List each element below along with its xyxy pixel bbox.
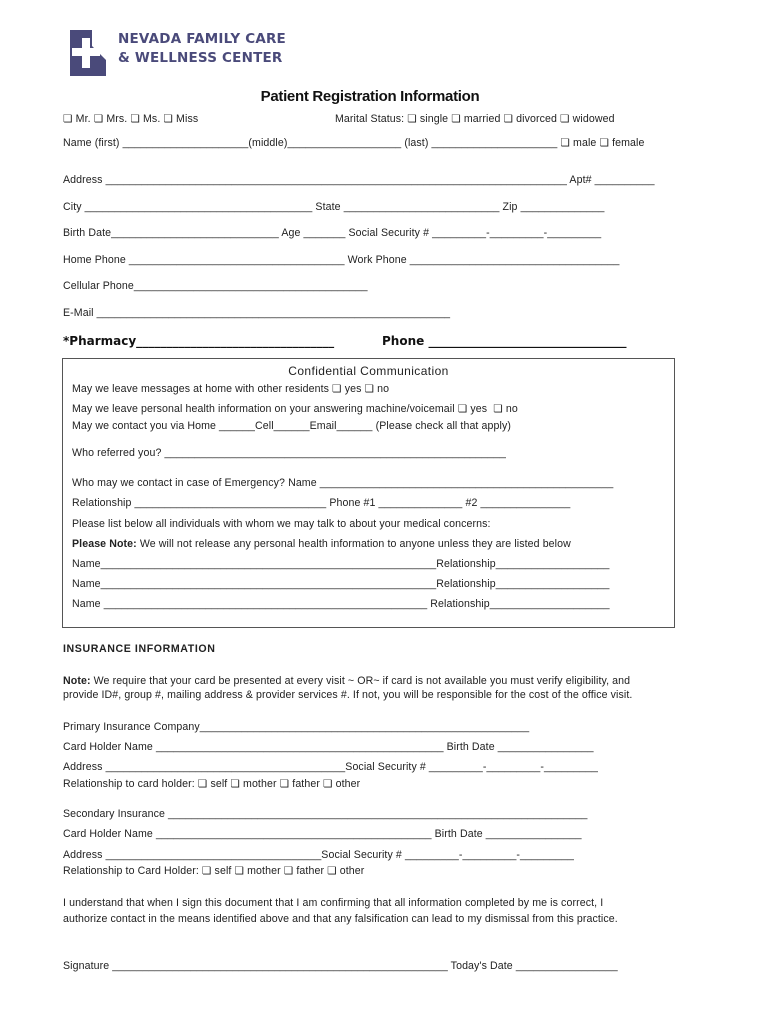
referred-by-field[interactable]: Who referred you? _________________________________________________________ <box>72 447 507 459</box>
secondary-address-field[interactable]: Address ____________________________________Social Security # _________-_________-_________ <box>63 849 574 861</box>
signature-field[interactable]: Signature ________________________________________________________ Today's Date _________________ <box>63 960 618 972</box>
address-field[interactable]: Address _____________________________________________________________________________ Apt# __________ <box>63 174 655 186</box>
primary-card-holder-field[interactable]: Card Holder Name ________________________________________________ Birth Date ________________ <box>63 741 594 753</box>
release-note <box>72 537 571 551</box>
city-state-zip-field[interactable]: City ______________________________________ State __________________________ Zip ______________ <box>63 201 605 213</box>
insurance-note-label: Note: <box>63 675 91 687</box>
primary-insurance-company-field[interactable]: Primary Insurance Company_______________________________________________________ <box>63 721 530 733</box>
salutation-options[interactable]: ❏ Mr. ❏ Mrs. ❏ Ms. ❏ Miss <box>63 113 199 125</box>
contact-method-question[interactable]: May we contact you via Home ______Cell______Email______ (Please check all that apply) <box>72 420 511 432</box>
primary-address-field[interactable]: Address ________________________________________Social Security # _________-_________-_________ <box>63 761 598 773</box>
secondary-card-holder-field[interactable]: Card Holder Name ______________________________________________ Birth Date ________________ <box>63 828 582 840</box>
release-note-label: Please Note: <box>72 538 137 550</box>
insurance-heading: INSURANCE INFORMATION <box>63 643 216 655</box>
org-name-line1: NEVADA FAMILY CARE <box>118 31 286 47</box>
consent-line1: I understand that when I sign this document that I am confirming that all information completed by me is correct, I <box>63 897 604 909</box>
secondary-relationship-options[interactable]: Relationship to Card Holder: ❏ self ❏ mother ❏ father ❏ other <box>63 865 365 877</box>
name-field[interactable]: Name (first) _____________________(middle)___________________ (last) _____________________ ❏ male ❏ female <box>63 137 645 149</box>
insurance-note-line1 <box>63 674 630 688</box>
email-field[interactable]: E-Mail ___________________________________________________________ <box>63 307 451 319</box>
secondary-insurance-field[interactable]: Secondary Insurance ______________________________________________________________________ <box>63 808 588 820</box>
page-title: Patient Registration Information <box>260 88 480 105</box>
leave-messages-question[interactable]: May we leave messages at home with other residents ❏ yes ❏ no <box>72 383 390 395</box>
emergency-contact-field[interactable]: Who may we contact in case of Emergency? Name _________________________________________________ <box>72 477 614 489</box>
release-note-text: We will not release any personal health information to anyone unless they are listed below <box>136 538 571 550</box>
pharmacy-field[interactable]: *Pharmacy_________________________________ <box>63 334 335 348</box>
list-intro-text: Please list below all individuals with whom we may talk to about your medical concerns: <box>72 518 491 530</box>
insurance-note-line2: provide ID#, group #, mailing address & provider services #. If not, you will be responsible for the cost of the office visit. <box>63 689 633 701</box>
insurance-note-text1: We require that your card be presented at every visit ~ OR~ if card is not available you must verify eligibility, and <box>90 675 631 687</box>
authorized-person-2[interactable]: Name________________________________________________________Relationship___________________ <box>72 578 610 590</box>
phone-field[interactable]: Home Phone ____________________________________ Work Phone ___________________________________ <box>63 254 620 266</box>
voicemail-question[interactable]: May we leave personal health information on your answering machine/voicemail ❏ yes ❏ no <box>72 403 518 415</box>
primary-relationship-options[interactable]: Relationship to card holder: ❏ self ❏ mother ❏ father ❏ other <box>63 778 361 790</box>
org-name-line2: & WELLNESS CENTER <box>118 50 283 66</box>
marital-status-options[interactable]: Marital Status: ❏ single ❏ married ❏ divorced ❏ widowed <box>335 113 615 125</box>
pharmacy-phone-field[interactable]: Phone _________________________________ <box>382 334 627 348</box>
emergency-relationship-field[interactable]: Relationship ________________________________ Phone #1 ______________ #2 _______________ <box>72 497 571 509</box>
cellular-phone-field[interactable]: Cellular Phone_______________________________________ <box>63 280 368 292</box>
nevada-cross-logo-icon <box>66 26 110 78</box>
authorized-person-3[interactable]: Name ______________________________________________________ Relationship____________________ <box>72 598 610 610</box>
authorized-person-1[interactable]: Name________________________________________________________Relationship___________________ <box>72 558 610 570</box>
consent-line2: authorize contact in the means identified above and that any falsification can lead to my dismissal from this practice. <box>63 913 618 925</box>
birth-date-field[interactable]: Birth Date____________________________ Age _______ Social Security # _________-_________-_________ <box>63 227 602 239</box>
confidential-title: Confidential Communication <box>288 364 449 378</box>
